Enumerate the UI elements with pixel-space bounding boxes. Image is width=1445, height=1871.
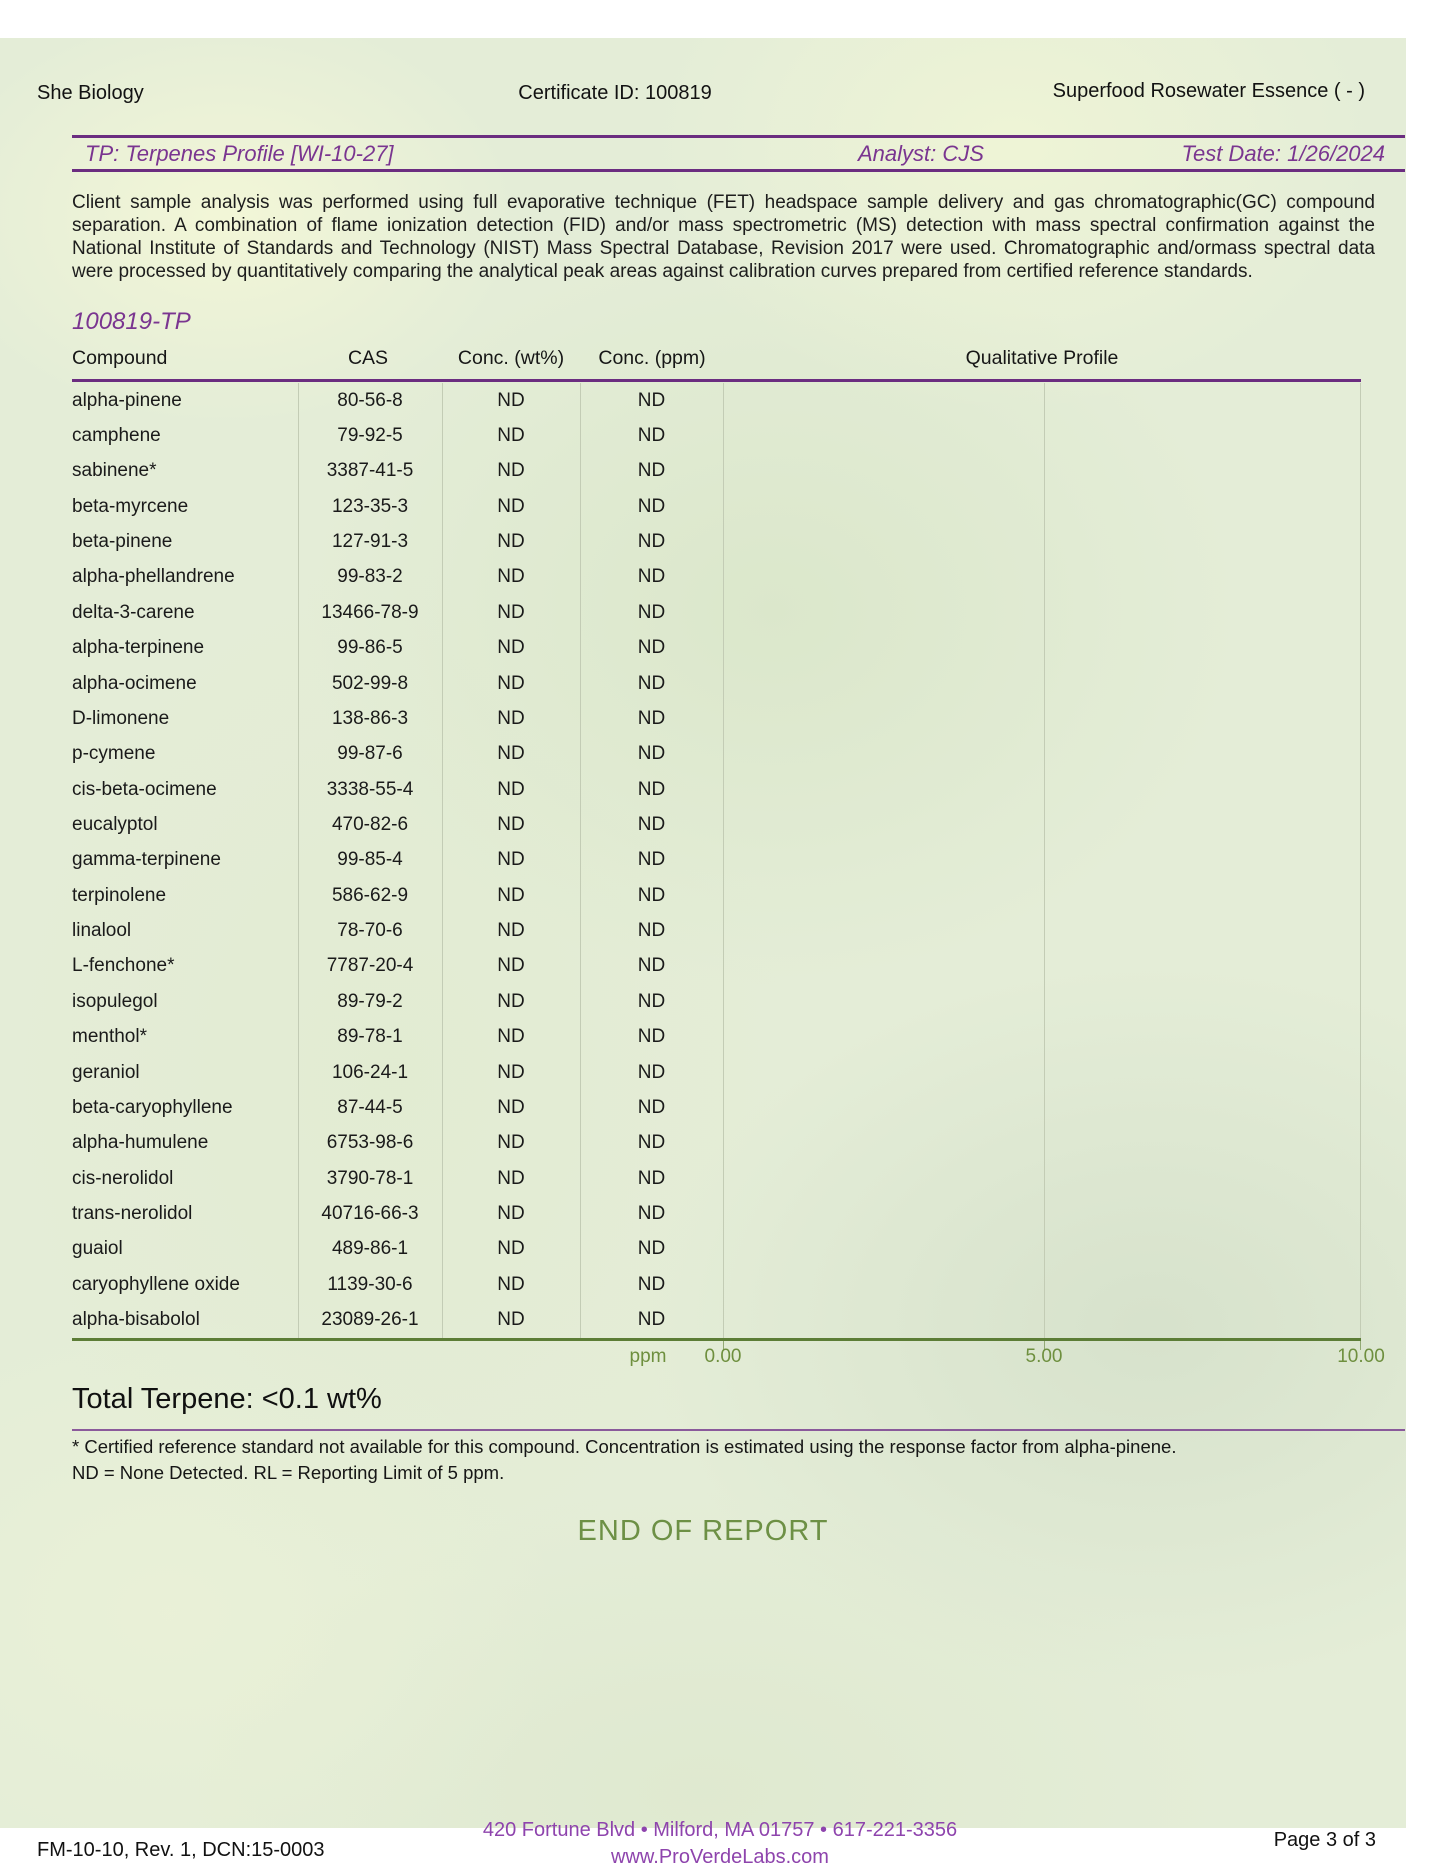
table-row — [72, 1055, 1361, 1090]
conc-wt-value: ND — [497, 672, 525, 694]
conc-wt-value: ND — [497, 1273, 525, 1295]
table-row — [72, 560, 1361, 595]
methodology-paragraph: Client sample analysis was performed using full evaporative technique (FET) headspace sample delivery and gas chromatographic(GC) compound separation. A combination of flame ionization detection (FID) and/or mass spectrometric (MS) detection with mass spectral confirmation against the National Institute of Standards and Technology (NIST) Mass Spectral Database, Revision 2017 were used. Chromatographic and/ormass spectral data were processed by quantitatively comparing the analytical peak areas against calibration curves prepared from certified reference standards. — [72, 192, 1375, 282]
cas-number: 40716-66-3 — [321, 1202, 419, 1224]
cas-number: 99-86-5 — [337, 637, 403, 659]
conc-wt-value: ND — [497, 389, 525, 411]
cas-number: 78-70-6 — [337, 920, 403, 942]
footer-website-link[interactable]: www.ProVerdeLabs.com — [611, 1846, 829, 1868]
cas-number: 99-85-4 — [337, 849, 403, 871]
table-row — [72, 878, 1361, 913]
conc-ppm-value: ND — [637, 566, 666, 588]
column-divider — [580, 383, 581, 1338]
compound-name: geraniol — [72, 1061, 140, 1083]
cas-number: 127-91-3 — [331, 531, 409, 553]
divider-top-rule — [72, 135, 1405, 138]
conc-wt-value: ND — [497, 955, 525, 977]
cas-number: 89-79-2 — [337, 990, 403, 1012]
compound-name: gamma-terpinene — [72, 849, 221, 871]
table-row — [72, 737, 1361, 772]
conc-ppm-value: ND — [637, 1096, 666, 1118]
footer-page-number: Page 3 of 3 — [1273, 1829, 1376, 1851]
axis-unit-label: ppm — [629, 1346, 667, 1367]
test-date-label: Test Date: 1/26/2024 — [1181, 141, 1385, 166]
certificate-id: Certificate ID: 100819 — [518, 82, 712, 104]
cas-number: 13466-78-9 — [321, 601, 419, 623]
table-row — [72, 418, 1361, 453]
col-header-compound: Compound — [72, 347, 168, 369]
table-row — [72, 843, 1361, 878]
conc-ppm-value: ND — [637, 955, 666, 977]
table-row — [72, 1196, 1361, 1231]
conc-ppm-value: ND — [637, 637, 666, 659]
table-row — [72, 807, 1361, 842]
compound-name: beta-pinene — [72, 531, 173, 553]
table-row — [72, 383, 1361, 418]
conc-wt-value: ND — [497, 425, 525, 447]
conc-ppm-value: ND — [637, 531, 666, 553]
compound-name: camphene — [72, 425, 161, 447]
col-header-wt: Conc. (wt%) — [457, 347, 565, 369]
product-name: Superfood Rosewater Essence ( - ) — [1052, 80, 1365, 102]
col-header-cas: CAS — [347, 347, 389, 369]
table-row — [72, 772, 1361, 807]
footnote-divider — [72, 1429, 1405, 1431]
axis-tick-label-5: 5.00 — [1025, 1346, 1063, 1367]
conc-wt-value: ND — [497, 1167, 525, 1189]
cas-number: 99-83-2 — [337, 566, 403, 588]
table-row — [72, 595, 1361, 630]
cas-number: 89-78-1 — [337, 1026, 403, 1048]
cas-number: 3790-78-1 — [326, 1167, 414, 1189]
conc-ppm-value: ND — [637, 813, 666, 835]
compound-name: menthol* — [72, 1026, 147, 1048]
compound-name: guaiol — [72, 1238, 123, 1260]
cas-number: 23089-26-1 — [321, 1309, 419, 1331]
cas-number: 7787-20-4 — [326, 955, 414, 977]
cas-number: 3338-55-4 — [326, 778, 414, 800]
conc-ppm-value: ND — [637, 1309, 666, 1331]
conc-wt-value: ND — [497, 1096, 525, 1118]
table-row — [72, 1090, 1361, 1125]
compound-name: p-cymene — [72, 743, 156, 765]
cas-number: 79-92-5 — [337, 425, 403, 447]
table-row — [72, 1019, 1361, 1054]
cas-number: 87-44-5 — [337, 1096, 403, 1118]
compound-name: alpha-ocimene — [72, 672, 197, 694]
table-row — [72, 1302, 1361, 1337]
compound-name: cis-beta-ocimene — [72, 778, 217, 800]
table-row — [72, 984, 1361, 1019]
cas-number: 502-99-8 — [331, 672, 409, 694]
compound-name: caryophyllene oxide — [72, 1273, 240, 1295]
table-row — [72, 1161, 1361, 1196]
conc-wt-value: ND — [497, 1202, 525, 1224]
report-section-title: TP: Terpenes Profile [WI-10-27] — [85, 141, 394, 166]
conc-ppm-value: ND — [637, 672, 666, 694]
chart-gridline-0 — [723, 383, 724, 1338]
cas-number: 489-86-1 — [331, 1238, 409, 1260]
end-of-report-label: END OF REPORT — [577, 1515, 829, 1547]
conc-ppm-value: ND — [637, 1026, 666, 1048]
brand-name: She Biology — [37, 82, 144, 104]
compound-name: sabinene* — [72, 460, 157, 482]
col-header-qualitative-profile: Qualitative Profile — [965, 347, 1119, 369]
table-row — [72, 913, 1361, 948]
table-row — [72, 1232, 1361, 1267]
conc-ppm-value: ND — [637, 990, 666, 1012]
cas-number: 123-35-3 — [331, 495, 409, 517]
sample-id: 100819-TP — [72, 308, 191, 335]
compound-name: terpinolene — [72, 884, 167, 906]
table-row — [72, 949, 1361, 984]
compound-name: alpha-humulene — [72, 1132, 209, 1154]
conc-ppm-value: ND — [637, 1202, 666, 1224]
table-header-rule — [72, 379, 1361, 382]
conc-ppm-value: ND — [637, 743, 666, 765]
conc-wt-value: ND — [497, 601, 525, 623]
column-divider — [442, 383, 443, 1338]
conc-wt-value: ND — [497, 1132, 525, 1154]
conc-ppm-value: ND — [637, 389, 666, 411]
conc-ppm-value: ND — [637, 1273, 666, 1295]
conc-wt-value: ND — [497, 813, 525, 835]
conc-wt-value: ND — [497, 1026, 525, 1048]
cas-number: 99-87-6 — [337, 743, 403, 765]
compound-name: cis-nerolidol — [72, 1167, 174, 1189]
chart-gridline-10 — [1360, 383, 1361, 1338]
table-row — [72, 489, 1361, 524]
conc-wt-value: ND — [497, 460, 525, 482]
conc-ppm-value: ND — [637, 778, 666, 800]
conc-ppm-value: ND — [637, 1061, 666, 1083]
conc-wt-value: ND — [497, 849, 525, 871]
compound-name: alpha-pinene — [72, 389, 182, 411]
conc-wt-value: ND — [497, 884, 525, 906]
chart-axis-line — [72, 1338, 1361, 1341]
conc-wt-value: ND — [497, 743, 525, 765]
conc-wt-value: ND — [497, 566, 525, 588]
cas-number: 80-56-8 — [337, 389, 403, 411]
table-row — [72, 631, 1361, 666]
conc-wt-value: ND — [497, 637, 525, 659]
compound-name: eucalyptol — [72, 813, 158, 835]
compound-name: beta-myrcene — [72, 495, 189, 517]
conc-wt-value: ND — [497, 1238, 525, 1260]
footer-doc-control: FM-10-10, Rev. 1, DCN:15-0003 — [37, 1839, 325, 1861]
cas-number: 106-24-1 — [331, 1061, 409, 1083]
footer-address: 420 Fortune Blvd • Milford, MA 01757 • 617-221-3356 — [482, 1819, 958, 1841]
conc-ppm-value: ND — [637, 1238, 666, 1260]
cas-number: 470-82-6 — [331, 813, 409, 835]
chart-gridline-5 — [1044, 383, 1045, 1338]
conc-ppm-value: ND — [637, 849, 666, 871]
cas-number: 1139-30-6 — [327, 1273, 413, 1295]
compound-name: L-fenchone* — [72, 955, 175, 977]
conc-wt-value: ND — [497, 990, 525, 1012]
conc-ppm-value: ND — [637, 495, 666, 517]
col-header-ppm: Conc. (ppm) — [598, 347, 706, 369]
conc-wt-value: ND — [497, 920, 525, 942]
compound-name: isopulegol — [72, 990, 158, 1012]
conc-ppm-value: ND — [637, 707, 666, 729]
total-terpene-summary: Total Terpene: <0.1 wt% — [72, 1383, 382, 1415]
conc-ppm-value: ND — [637, 601, 666, 623]
compound-name: delta-3-carene — [72, 601, 195, 623]
compound-name: beta-caryophyllene — [72, 1096, 233, 1118]
compound-name: alpha-terpinene — [72, 637, 205, 659]
conc-ppm-value: ND — [637, 425, 666, 447]
divider-bottom-rule — [72, 169, 1405, 172]
cas-number: 586-62-9 — [331, 884, 409, 906]
table-row — [72, 1126, 1361, 1161]
axis-tick-label-10: 10.00 — [1337, 1346, 1385, 1367]
conc-ppm-value: ND — [637, 920, 666, 942]
cas-number: 6753-98-6 — [326, 1132, 414, 1154]
table-row — [72, 524, 1361, 559]
report-page — [0, 38, 1406, 1868]
compound-name: linalool — [72, 920, 132, 942]
conc-ppm-value: ND — [637, 884, 666, 906]
compound-name: trans-nerolidol — [72, 1202, 193, 1224]
conc-wt-value: ND — [497, 531, 525, 553]
table-row — [72, 1267, 1361, 1302]
conc-ppm-value: ND — [637, 1132, 666, 1154]
table-row — [72, 701, 1361, 736]
conc-ppm-value: ND — [637, 1167, 666, 1189]
cas-number: 138-86-3 — [331, 707, 409, 729]
cas-number: 3387-41-5 — [326, 460, 414, 482]
analyst-label: Analyst: CJS — [858, 141, 984, 166]
compound-name: alpha-phellandrene — [72, 566, 235, 588]
table-row — [72, 454, 1361, 489]
compound-name: D-limonene — [72, 707, 170, 729]
conc-wt-value: ND — [497, 1309, 525, 1331]
footnote-reference-standard: * Certified reference standard not available for this compound. Concentration is estimated using the response factor from alpha-pinene. — [72, 1436, 1177, 1457]
conc-wt-value: ND — [497, 778, 525, 800]
conc-wt-value: ND — [497, 495, 525, 517]
conc-ppm-value: ND — [637, 460, 666, 482]
column-divider — [298, 383, 299, 1338]
conc-wt-value: ND — [497, 707, 525, 729]
table-row — [72, 666, 1361, 701]
footnote-nd-rl: ND = None Detected. RL = Reporting Limit of 5 ppm. — [72, 1462, 505, 1483]
terpene-table-body — [72, 383, 1361, 1338]
compound-name: alpha-bisabolol — [72, 1309, 200, 1331]
axis-tick-label-0: 0.00 — [704, 1346, 742, 1367]
conc-wt-value: ND — [497, 1061, 525, 1083]
